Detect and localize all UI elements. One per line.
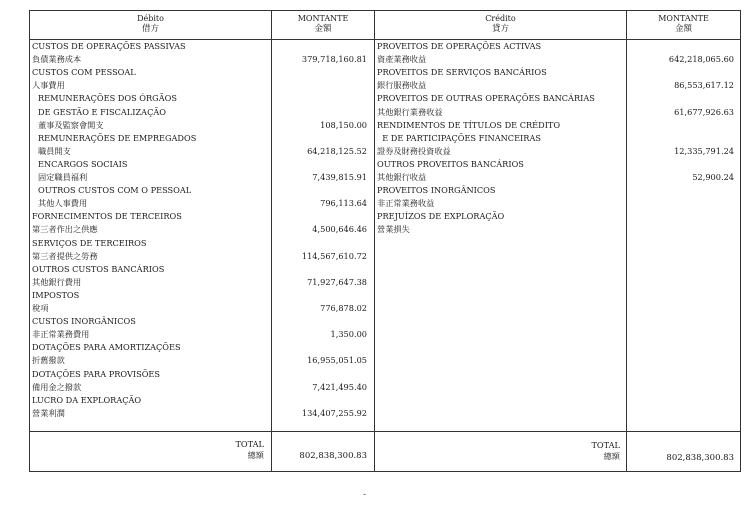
debit-total-label-pt: TOTAL	[235, 439, 264, 449]
debit-row-label: CUSTOS COM PESSOAL	[32, 67, 136, 78]
debit-row	[30, 381, 374, 394]
debit-header-zh: 借方	[141, 24, 159, 34]
credit-total-label	[530, 440, 620, 462]
debit-row-amount: 776,878.02	[320, 303, 367, 313]
amount-header-pt: MONTANTE	[297, 14, 349, 23]
credit-amount-header	[627, 14, 740, 34]
debit-row-label: 非正常業務費用	[32, 329, 90, 340]
debit-row-label: REMUNERAÇÕES DOS ÓRGÃOS	[38, 93, 177, 104]
amount-header-zh: 金額	[314, 24, 332, 34]
credit-header-pt: Crédito	[485, 14, 516, 23]
debit-row	[30, 66, 374, 79]
credit-header	[375, 14, 626, 34]
debit-row	[30, 53, 374, 66]
debit-row	[30, 171, 374, 184]
credit-row	[375, 106, 740, 119]
credit-row-label: PROVEITOS DE OPERAÇÕES ACTIVAS	[377, 41, 542, 51]
credit-row-label: 證券及財務投資收益	[377, 145, 451, 156]
debit-row	[30, 368, 374, 381]
credit-total-label-zh: 總額	[603, 451, 620, 461]
debit-row	[30, 302, 374, 315]
credit-row	[375, 158, 740, 171]
debit-row	[30, 276, 374, 289]
debit-row	[30, 40, 374, 53]
credit-row	[375, 92, 740, 105]
debit-row	[30, 197, 374, 210]
debit-row-label: 備用金之撥款	[32, 381, 82, 392]
debit-row	[30, 250, 374, 263]
debit-row	[30, 132, 374, 145]
debit-row-label: ENCARGOS SOCIAIS	[38, 158, 128, 169]
debit-amount-header	[272, 14, 374, 34]
debit-row-label: REMUNERAÇÕES DE EMPREGADOS	[38, 132, 197, 143]
debit-row	[30, 341, 374, 354]
debit-row	[30, 328, 374, 341]
credit-row	[375, 197, 740, 210]
credit-row-amount: 86,553,617.12	[674, 80, 734, 91]
debit-row	[30, 223, 374, 236]
footer-mark: -	[363, 490, 367, 500]
debit-row-amount: 71,927,647.38	[307, 276, 367, 287]
credit-row-label: 其他銀行收益	[377, 172, 427, 182]
debit-row-amount: 108,150.00	[320, 119, 367, 130]
debit-row-amount: 4,500,646.46	[312, 224, 367, 235]
amount2-header-pt: MONTANTE	[658, 14, 709, 23]
debit-row-amount: 7,421,495.40	[312, 381, 367, 392]
debit-row	[30, 158, 374, 171]
credit-row-amount: 61,677,926.63	[674, 106, 734, 117]
credit-total-value: 802,838,300.83	[666, 453, 734, 463]
credit-row	[375, 53, 740, 66]
debit-row	[30, 79, 374, 92]
debit-row	[30, 237, 374, 250]
debit-header	[30, 14, 271, 34]
debit-row	[30, 394, 374, 407]
credit-row-label: RENDIMENTOS DE TÍTULOS DE CRÉDITO	[377, 119, 561, 130]
credit-row-label: OUTROS PROVEITOS BANCÁRIOS	[377, 158, 524, 169]
debit-header-pt: Débito	[137, 14, 164, 23]
debit-row-label: CUSTOS INORGÂNICOS	[32, 316, 136, 327]
credit-row	[375, 132, 740, 145]
debit-row	[30, 106, 374, 119]
credit-row	[375, 66, 740, 79]
debit-row-label: DOTAÇÕES PARA PROVISÕES	[32, 368, 161, 379]
credit-row	[375, 40, 740, 53]
debit-row-amount: 114,567,610.72	[301, 250, 367, 261]
debit-row-label: 第三者提供之勞務	[32, 250, 98, 261]
credit-row	[375, 119, 740, 132]
debit-row-amount: 1,350.00	[330, 329, 367, 340]
credit-row-label: 資產業務收益	[377, 54, 427, 65]
debit-row-label: SERVIÇOS DE TERCEIROS	[32, 237, 147, 248]
debit-total-value: 802,838,300.83	[299, 451, 367, 461]
credit-row	[375, 223, 740, 236]
debit-row-amount: 64,218,125.52	[307, 145, 367, 156]
debit-row-label: 第三者作出之供應	[32, 224, 98, 235]
debit-row-amount: 16,955,051.05	[307, 355, 367, 366]
debit-row-label: FORNECIMENTOS DE TERCEIROS	[32, 211, 182, 222]
credit-row-label: 營業損失	[377, 224, 410, 235]
debit-row-label: 負債業務成本	[32, 54, 82, 65]
credit-row-label: E DE PARTICIPAÇÕES FINANCEIRAS	[377, 132, 541, 143]
debit-row	[30, 145, 374, 158]
credit-row-amount: 642,218,065.60	[668, 54, 734, 65]
credit-row	[375, 171, 740, 184]
debit-total-label-zh: 總額	[247, 450, 264, 460]
debit-row-label: DE GESTÃO E FISCALIZAÇÃO	[38, 106, 166, 117]
debit-row	[30, 315, 374, 328]
credit-row-label: PROVEITOS DE SERVIÇOS BANCÁRIOS	[377, 67, 547, 78]
debit-row-label: 人事費用	[32, 80, 65, 91]
credit-row	[375, 145, 740, 158]
credit-row-amount: 12,335,791.24	[674, 145, 734, 156]
debit-row-label: 職員開支	[38, 145, 71, 156]
credit-row-label: 銀行服務收益	[377, 80, 427, 91]
amount2-header-zh: 金額	[674, 24, 692, 34]
debit-row-label: 董事及監察會開支	[38, 119, 104, 130]
credit-total-label-pt: TOTAL	[591, 440, 620, 450]
debit-row-label: 固定職員福利	[38, 172, 88, 182]
debit-row-label: LUCRO DA EXPLORAÇÃO	[32, 394, 142, 405]
debit-row-amount: 379,718,160.81	[301, 54, 367, 65]
credit-row-label: PROVEITOS INORGÂNICOS	[377, 185, 496, 196]
credit-row	[375, 184, 740, 197]
debit-row	[30, 263, 374, 276]
debit-row	[30, 184, 374, 197]
debit-row-label: OUTROS CUSTOS COM O PESSOAL	[38, 185, 192, 196]
debit-row-amount: 134,407,255.92	[301, 407, 367, 418]
total-separator	[30, 431, 740, 432]
debit-row	[30, 210, 374, 223]
debit-row-label: 稅項	[32, 303, 49, 313]
debit-row	[30, 354, 374, 367]
debit-row	[30, 92, 374, 105]
debit-row-amount: 796,113.64	[320, 198, 367, 209]
debit-row-label: IMPOSTOS	[32, 289, 80, 300]
credit-row-amount: 52,900.24	[692, 172, 734, 182]
debit-row-label: 其他銀行費用	[32, 276, 82, 287]
credit-row-label: 非正常業務收益	[377, 198, 435, 209]
credit-row-label: PREJUÍZOS DE EXPLORAÇÃO	[377, 211, 505, 222]
debit-row-label: OUTROS CUSTOS BANCÁRIOS	[32, 263, 165, 274]
credit-row	[375, 210, 740, 223]
credit-row-label: PROVEITOS DE OUTRAS OPERAÇÕES BANCÁRIAS	[377, 93, 595, 104]
debit-row	[30, 407, 374, 420]
credit-row	[375, 79, 740, 92]
income-statement-table	[29, 10, 741, 472]
debit-row	[30, 289, 374, 302]
credit-header-zh: 貸方	[491, 24, 509, 34]
debit-row-label: DOTAÇÕES PARA AMORTIZAÇÕES	[32, 342, 181, 353]
debit-row-label: 折舊撥款	[32, 355, 65, 366]
debit-row-label: CUSTOS DE OPERAÇÕES PASSIVAS	[32, 41, 186, 51]
debit-row-label: 其他人事費用	[38, 198, 88, 209]
debit-total-label	[180, 439, 264, 461]
debit-row-label: 營業利潤	[32, 407, 65, 418]
debit-row-amount: 7,439,815.91	[312, 172, 367, 182]
credit-row-label: 其他銀行業務收益	[377, 106, 443, 117]
debit-row	[30, 119, 374, 132]
